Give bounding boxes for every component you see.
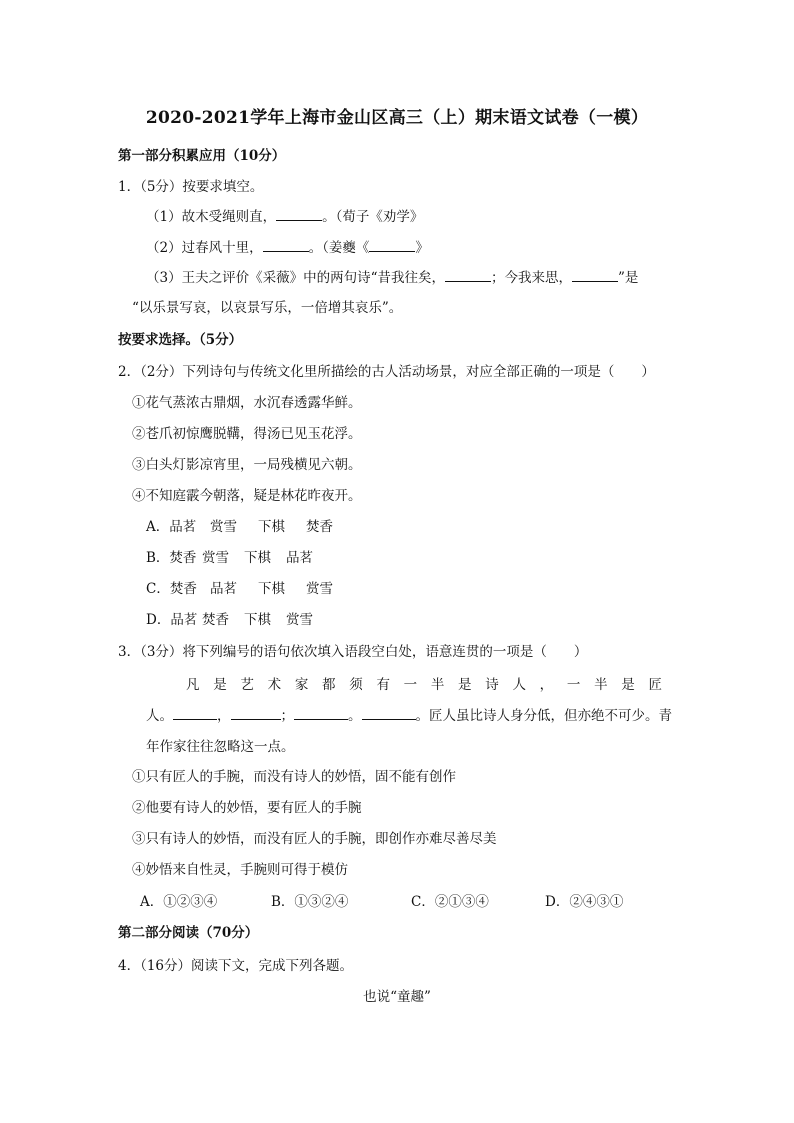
q2-option-b[interactable] — [146, 549, 313, 567]
q3-option-b[interactable]: B．①③②④ — [271, 894, 349, 910]
option-term: 下棋 — [244, 550, 271, 566]
article-title: 也说“童趣” — [363, 989, 431, 1005]
option-label: A．品茗 — [146, 519, 197, 535]
answer-blank[interactable] — [294, 707, 348, 720]
separator: ， — [217, 708, 231, 724]
q2-line-4: ④不知庭霰今朝落，疑是林花昨夜开。 — [132, 488, 362, 504]
option-term: 品茗 — [286, 550, 313, 566]
q1-sub3 — [146, 269, 638, 287]
q1-sub2 — [146, 239, 429, 257]
q3-paragraph-line-2 — [146, 707, 672, 725]
answer-blank[interactable] — [369, 239, 415, 252]
option-label: C．焚香 — [146, 581, 197, 597]
answer-blank[interactable] — [445, 269, 491, 282]
answer-blank[interactable] — [362, 707, 416, 720]
q3-paragraph-line-3: 年作家往往忽略这一点。 — [146, 739, 295, 755]
q3-paragraph-start: 人。 — [146, 708, 173, 724]
option-term: 下棋 — [244, 612, 271, 628]
option-term: 赏雪 — [286, 612, 313, 628]
option-term: 品茗 — [210, 581, 237, 597]
q3-line-3: ③只有诗人的妙悟，而没有匠人的手腕，即创作亦难尽善尽美 — [132, 831, 497, 847]
q3-option-d[interactable]: D．②④③① — [545, 894, 624, 910]
part1-header: 第一部分积累应用（10分） — [118, 148, 286, 164]
q2-line-1: ①花气蒸浓古鼎烟，水沉春透露华鲜。 — [132, 395, 362, 411]
q1-sub2-close: 》 — [415, 240, 429, 256]
exam-title: 2020-2021学年上海市金山区高三（上）期末语文试卷（一模） — [145, 108, 649, 128]
q2-option-a[interactable] — [146, 518, 333, 536]
option-term: 下棋 — [258, 519, 285, 535]
option-term: 焚香 — [202, 612, 229, 628]
q1-sub2-source: 。（姜夔《 — [308, 240, 370, 256]
option-label: D．品茗 — [146, 612, 198, 628]
q1-sub2-text: （2）过春风十里， — [146, 240, 263, 256]
answer-blank[interactable] — [276, 208, 322, 221]
q3-line-4: ④妙悟来自性灵，手腕则可得于模仿 — [132, 862, 348, 878]
q3-paragraph-tail: 。匠人虽比诗人身分低，但亦绝不可少。青 — [415, 708, 672, 724]
q4-stem: 4．（16分）阅读下文，完成下列各题。 — [118, 958, 354, 974]
q1-sub3-text: （3）王夫之评价《采薇》中的两句诗“昔我往矣， — [146, 270, 445, 286]
q1-stem: 1．（5分）按要求填空。 — [118, 179, 264, 195]
separator: 。 — [348, 708, 362, 724]
answer-blank[interactable] — [572, 269, 618, 282]
option-term: 下棋 — [258, 581, 285, 597]
q1-sub3-end: ”是 — [618, 270, 639, 286]
answer-blank[interactable] — [263, 239, 309, 252]
q1-sub1 — [146, 208, 423, 226]
q3-option-c[interactable]: C．②①③④ — [411, 894, 489, 910]
part2-header: 第二部分阅读（70分） — [118, 925, 259, 941]
option-term: 赏雪 — [210, 519, 237, 535]
option-term: 焚香 — [306, 519, 333, 535]
q2-option-d[interactable] — [146, 611, 313, 629]
q1-sub3-mid: ；今我来思， — [491, 270, 572, 286]
option-term: 赏雪 — [306, 581, 333, 597]
answer-blank[interactable] — [231, 707, 281, 720]
choice-section-header: 按要求选择。（5分） — [118, 332, 243, 348]
q1-sub3-continued: “以乐景写哀，以哀景写乐，一倍增其哀乐”。 — [132, 300, 403, 316]
q2-line-2: ②苍爪初惊鹰脱鞲，得汤已见玉花浮。 — [132, 426, 362, 442]
separator: ； — [280, 708, 294, 724]
q3-line-1: ①只有匠人的手腕，而没有诗人的妙悟，固不能有创作 — [132, 769, 456, 785]
option-term: 赏雪 — [202, 550, 229, 566]
q2-option-c[interactable] — [146, 580, 333, 598]
q3-option-a[interactable]: A．①②③④ — [140, 894, 218, 910]
q2-stem: 2．（2分）下列诗句与传统文化里所描绘的古人活动场景，对应全部正确的一项是（ ） — [118, 364, 655, 380]
q3-line-2: ②他要有诗人的妙悟，要有匠人的手腕 — [132, 800, 362, 816]
q3-stem: 3．（3分）将下列编号的语句依次填入语段空白处，语意连贯的一项是（ ） — [118, 644, 588, 660]
q1-sub1-source: 。（荀子《劝学》 — [322, 209, 424, 225]
q2-line-3: ③白头灯影凉宵里，一局残横见六朝。 — [132, 457, 362, 473]
option-label: B．焚香 — [146, 550, 197, 566]
q3-paragraph-line-1: 凡是艺术家都须有一半是诗人，一半是匠 — [186, 677, 674, 693]
answer-blank[interactable] — [173, 707, 217, 720]
q1-sub1-text: （1）故木受绳则直， — [146, 209, 277, 225]
